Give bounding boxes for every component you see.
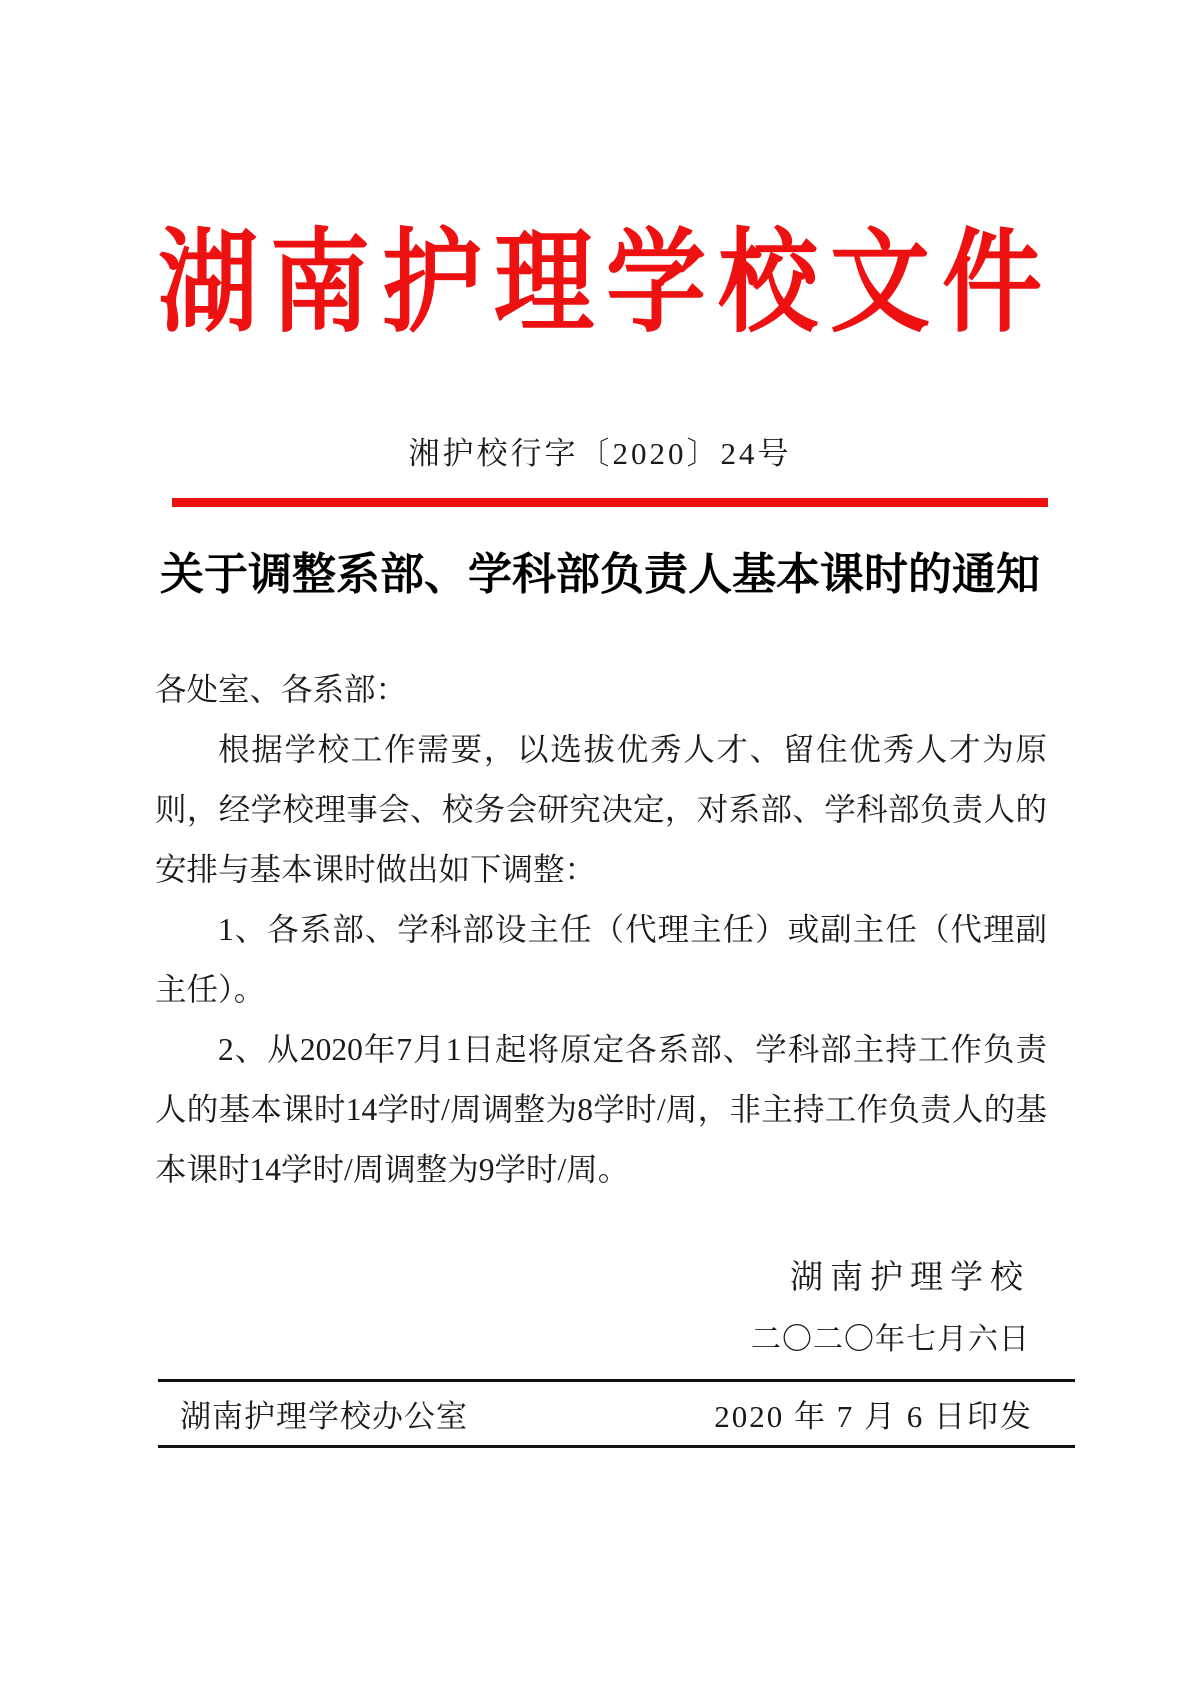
signature-date: 二〇二〇年七月六日 <box>751 1323 1030 1356</box>
body-paragraph: 根据学校工作需要，以选拔优秀人才、留住优秀人才为原则，经学校理事会、校务会研究决定，对系部、学科部负责人的安排与基本课时做出如下调整： <box>155 732 1047 887</box>
signature-organization: 湖南护理学校 <box>790 1260 1030 1296</box>
body-paragraph: 1、各系部、学科部设主任（代理主任）或副主任（代理副主任）。 <box>155 912 1047 1007</box>
print-date: 2020 年 7 月 6 日印发 <box>714 1399 1033 1434</box>
red-divider-line <box>172 498 1048 507</box>
signature-block <box>751 1247 1030 1371</box>
document-number: 湘护校行字〔2020〕24号 <box>408 436 792 471</box>
issuing-office: 湖南护理学校办公室 <box>180 1399 468 1434</box>
document-footer <box>158 1379 1075 1448</box>
salutation: 各处室、各系部： <box>155 672 408 707</box>
red-masthead-title: 湖南护理学校文件 <box>158 221 1054 346</box>
notice-text <box>155 660 1047 1200</box>
body-paragraph: 2、从2020年7月1日起将原定各系部、学科部主持工作负责人的基本课时14学时/周调整为8学时/周，非主持工作负责人的基本课时14学时/周调整为9学时/周。 <box>155 1032 1047 1187</box>
notice-title: 关于调整系部、学科部负责人基本课时的通知 <box>160 550 1040 599</box>
